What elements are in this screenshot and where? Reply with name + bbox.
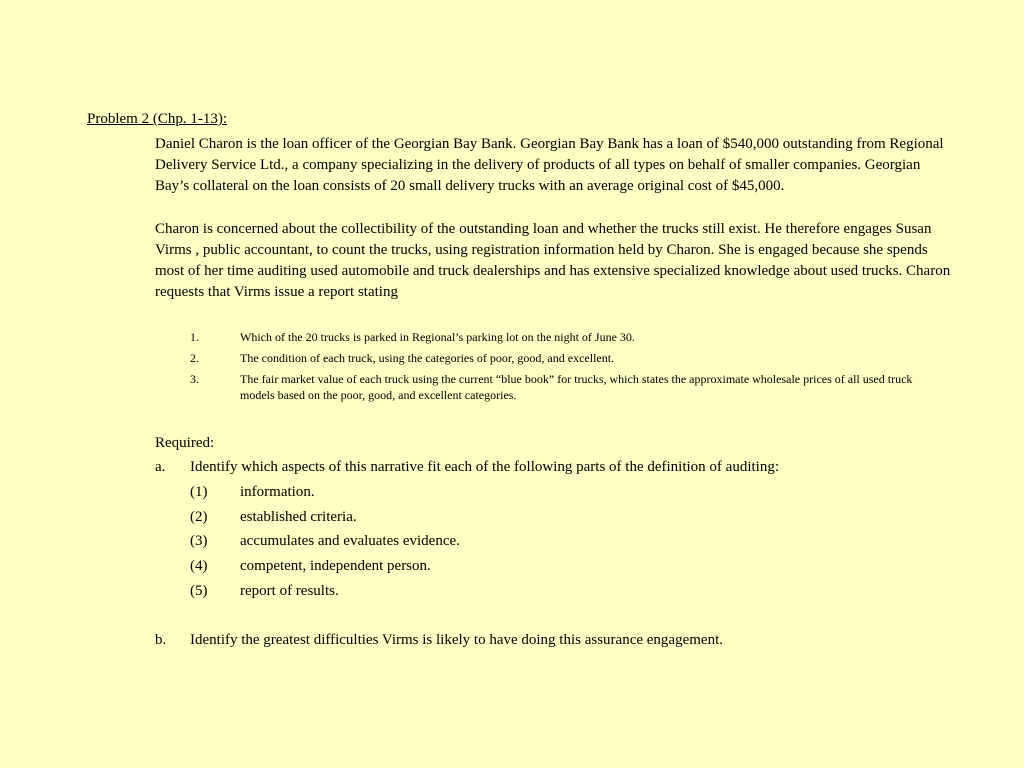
question-a-text: Identify which aspects of this narrative fit each of the following parts of the definition of auditing: [190, 459, 779, 475]
part-text: established criteria. [240, 508, 357, 525]
part-number: (5) [190, 582, 208, 599]
report-items-list [190, 329, 930, 408]
part-text: competent, independent person. [240, 558, 431, 575]
list-item [190, 350, 930, 366]
paragraph-engagement: Charon is concerned about the collectibility of the outstanding loan and whether the trucks still exist. He therefore engages Susan Virms , public accountant, to count the trucks, using registration information held by Charon. She is engaged because she spends most of her time auditing used automobile and truck dealerships and has extensive specialized knowledge about used trucks. Charon requests that Virms issue a report stating [155, 221, 951, 300]
question-b-letter: b. [155, 632, 167, 648]
list-item-number: 1. [190, 330, 199, 344]
list-item-text: Which of the 20 trucks is parked in Regional’s parking lot on the night of June 30. [240, 330, 635, 344]
part-number: (1) [190, 484, 208, 500]
part-number: (2) [190, 508, 208, 525]
list-item-text: The condition of each truck, using the categories of poor, good, and excellent. [240, 351, 615, 365]
part-text: information. [240, 484, 315, 500]
list-item-text: The fair market value of each truck using the current “blue book” for trucks, which states the approximate wholesale prices of all used truck models based on the poor, good, and excellent categories. [240, 372, 913, 402]
problem-title: Problem 2 (Chp. 1-13): [87, 111, 227, 127]
part-number: (4) [190, 558, 208, 575]
part-text: report of results. [240, 582, 339, 599]
question-b-text: Identify the greatest difficulties Virms is likely to have doing this assurance engagement. [190, 632, 723, 648]
required-label: Required: [155, 435, 215, 451]
question-a-letter: a. [155, 459, 166, 475]
list-item-number: 3. [190, 372, 199, 386]
paragraph-loan: Daniel Charon is the loan officer of the Georgian Bay Bank. Georgian Bay Bank has a loan of $540,000 outstanding from Regional Delivery Service Ltd., a company specializing in the delivery of products of all types on behalf of smaller companies. Georgian Bay’s collateral on the loan consists of 20 small delivery trucks with an average original cost of $45,000. [155, 136, 944, 194]
part-text: accumulates and evaluates evidence. [240, 533, 460, 550]
part-number: (3) [190, 533, 208, 550]
list-item [190, 329, 930, 345]
list-item-number: 2. [190, 351, 199, 365]
list-item [190, 371, 930, 403]
